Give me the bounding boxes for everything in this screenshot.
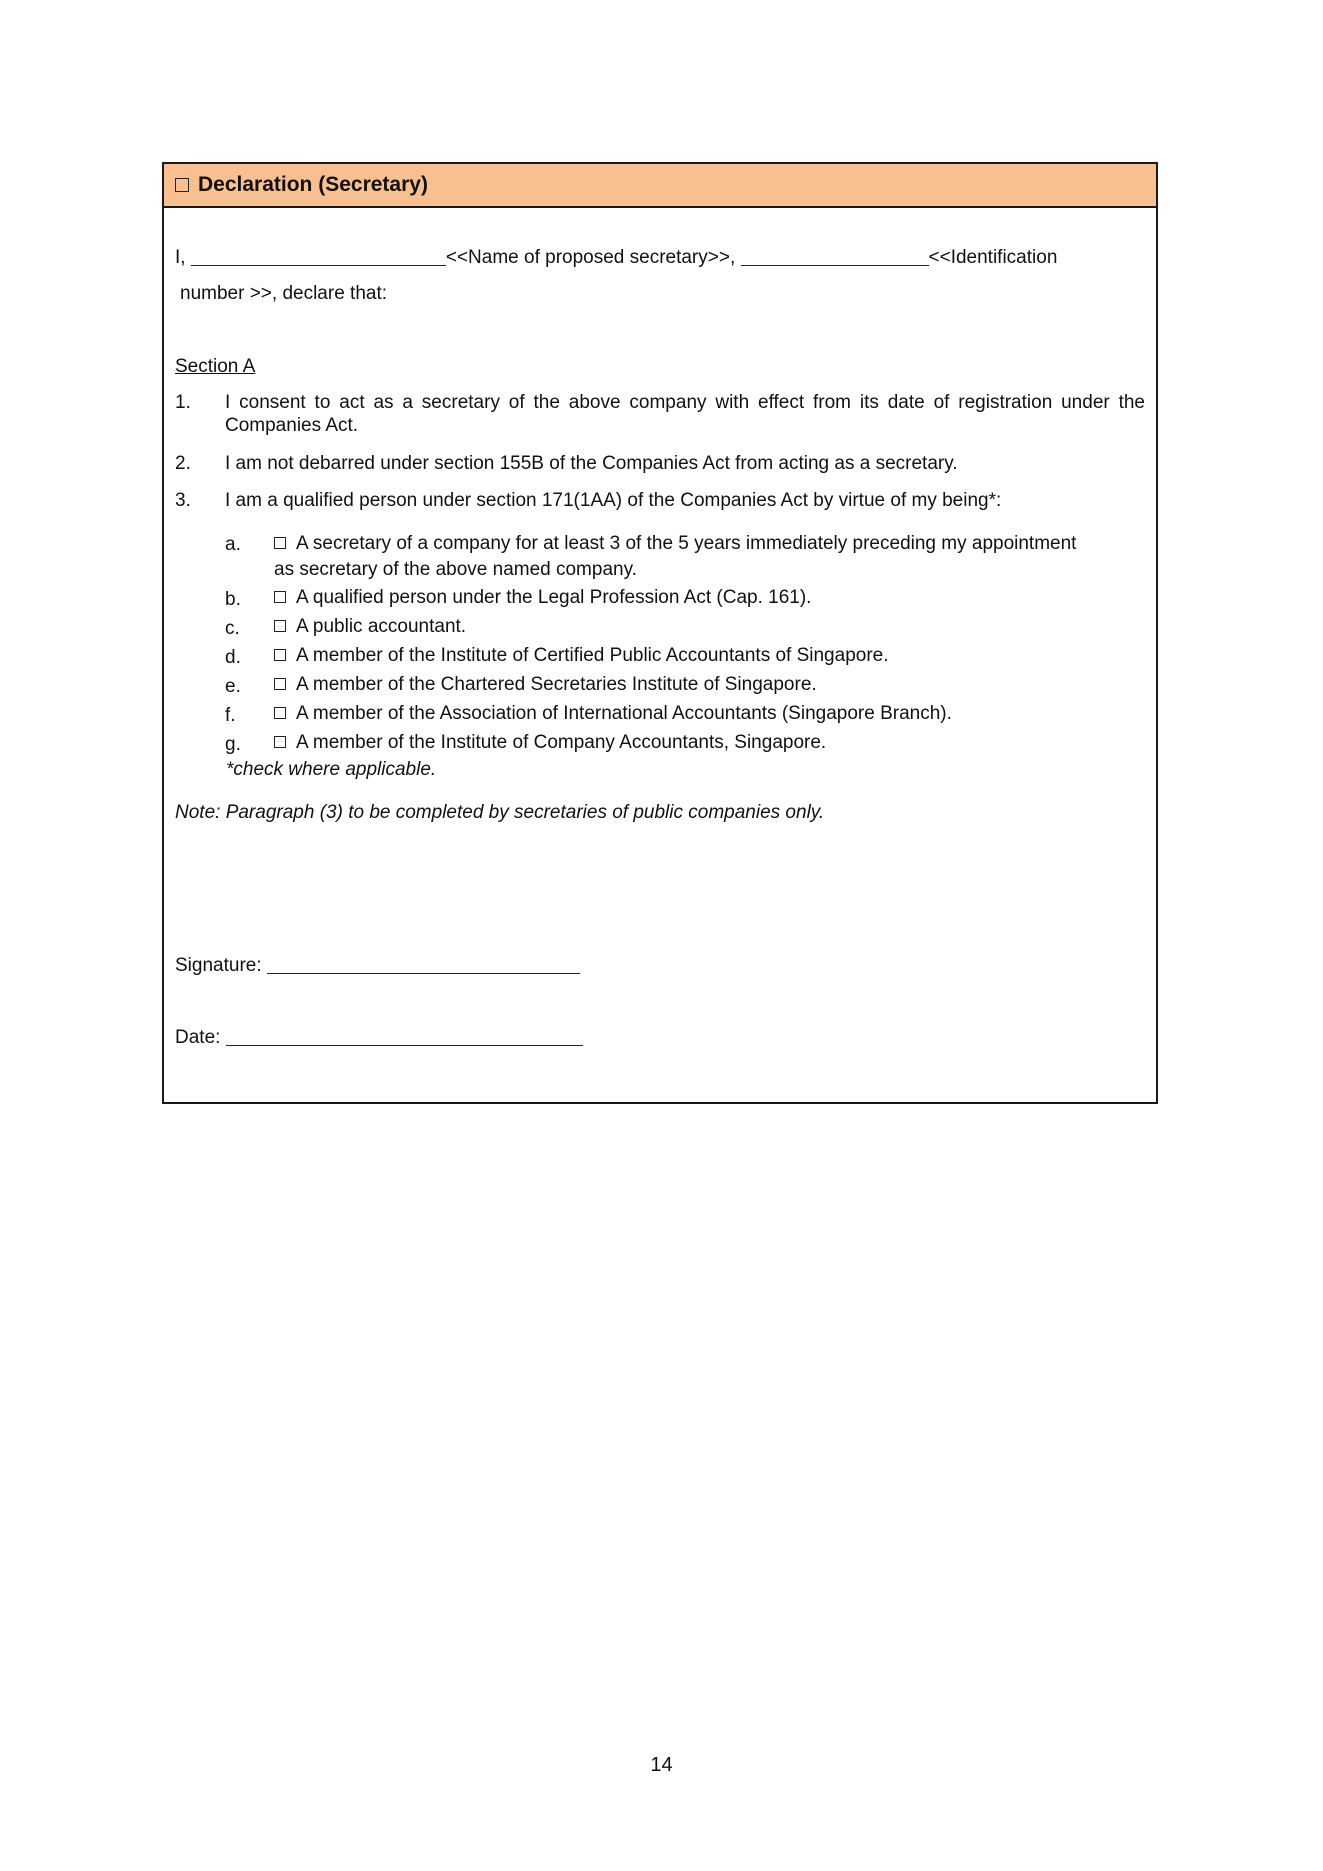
intro-continuation: number >>, declare that:: [180, 283, 388, 304]
sub-item-text-e: A member of the Chartered Secretaries Institute of Singapore.: [296, 674, 817, 695]
form-header: [164, 164, 1156, 208]
sub-item-g: [274, 730, 826, 756]
sub-item-c: [274, 614, 466, 640]
checkbox-a[interactable]: [274, 537, 286, 549]
paragraph-note: Note: Paragraph (3) to be completed by secretaries of public companies only.: [175, 802, 825, 823]
checkbox-b[interactable]: [274, 591, 286, 603]
sub-item-letter-a: a.: [225, 534, 241, 555]
checkbox-c[interactable]: [274, 620, 286, 632]
item-number-3: 3.: [175, 490, 191, 511]
sub-item-b: [274, 585, 811, 611]
checkbox-g[interactable]: [274, 736, 286, 748]
id-hint: <<Identification: [928, 247, 1058, 268]
sub-item-letter-c: c.: [225, 618, 240, 639]
intro-line: [175, 246, 1057, 269]
item-text-1: I consent to act as a secretary of the above company with effect from its date of registration under the Companies Act.: [225, 392, 1145, 436]
item-number-2: 2.: [175, 453, 191, 474]
item-text-3: I am a qualified person under section 171(1AA) of the Companies Act by virtue of my being*:: [225, 490, 1002, 511]
checkbox-d[interactable]: [274, 649, 286, 661]
name-blank[interactable]: [191, 248, 446, 266]
signature-field[interactable]: [267, 956, 580, 974]
sub-item-a: [274, 531, 1076, 557]
intro-prefix: I,: [175, 247, 186, 268]
sub-item-letter-b: b.: [225, 589, 241, 610]
sub-item-text-b: A qualified person under the Legal Profession Act (Cap. 161).: [296, 587, 812, 608]
declaration-checkbox[interactable]: [175, 178, 189, 192]
sub-item-text-a-cont: as secretary of the above named company.: [274, 559, 637, 580]
date-field[interactable]: [226, 1028, 583, 1046]
check-note: *check where applicable.: [226, 759, 437, 780]
sub-item-text-f: A member of the Association of International Accountants (Singapore Branch).: [296, 703, 952, 724]
sub-item-letter-d: d.: [225, 647, 241, 668]
sub-item-f: [274, 701, 952, 727]
sub-item-text-d: A member of the Institute of Certified Public Accountants of Singapore.: [296, 645, 889, 666]
item-number-1: 1.: [175, 392, 191, 413]
checkbox-e[interactable]: [274, 678, 286, 690]
sub-item-letter-e: e.: [225, 676, 241, 697]
item-text-2: I am not debarred under section 155B of the Companies Act from acting as a secretary.: [225, 453, 958, 474]
sub-item-d: [274, 643, 889, 669]
declaration-form: [162, 162, 1158, 1104]
page-number: 14: [650, 1754, 673, 1776]
sub-item-text-a: A secretary of a company for at least 3 of the 5 years immediately preceding my appointment: [296, 533, 1077, 554]
sub-item-letter-f: f.: [225, 705, 236, 726]
section-heading: Section A: [175, 356, 256, 377]
signature-label: Signature:: [175, 955, 262, 976]
sub-item-letter-g: g.: [225, 734, 241, 755]
sub-item-e: [274, 672, 817, 698]
signature-row: [175, 954, 580, 977]
sub-item-text-c: A public accountant.: [296, 616, 467, 637]
date-label: Date:: [175, 1027, 221, 1048]
sub-item-text-g: A member of the Institute of Company Accountants, Singapore.: [296, 732, 827, 753]
form-title: Declaration (Secretary): [198, 173, 428, 196]
id-blank[interactable]: [741, 248, 929, 266]
checkbox-f[interactable]: [274, 707, 286, 719]
name-hint: <<Name of proposed secretary>>,: [445, 247, 736, 268]
date-row: [175, 1026, 583, 1049]
